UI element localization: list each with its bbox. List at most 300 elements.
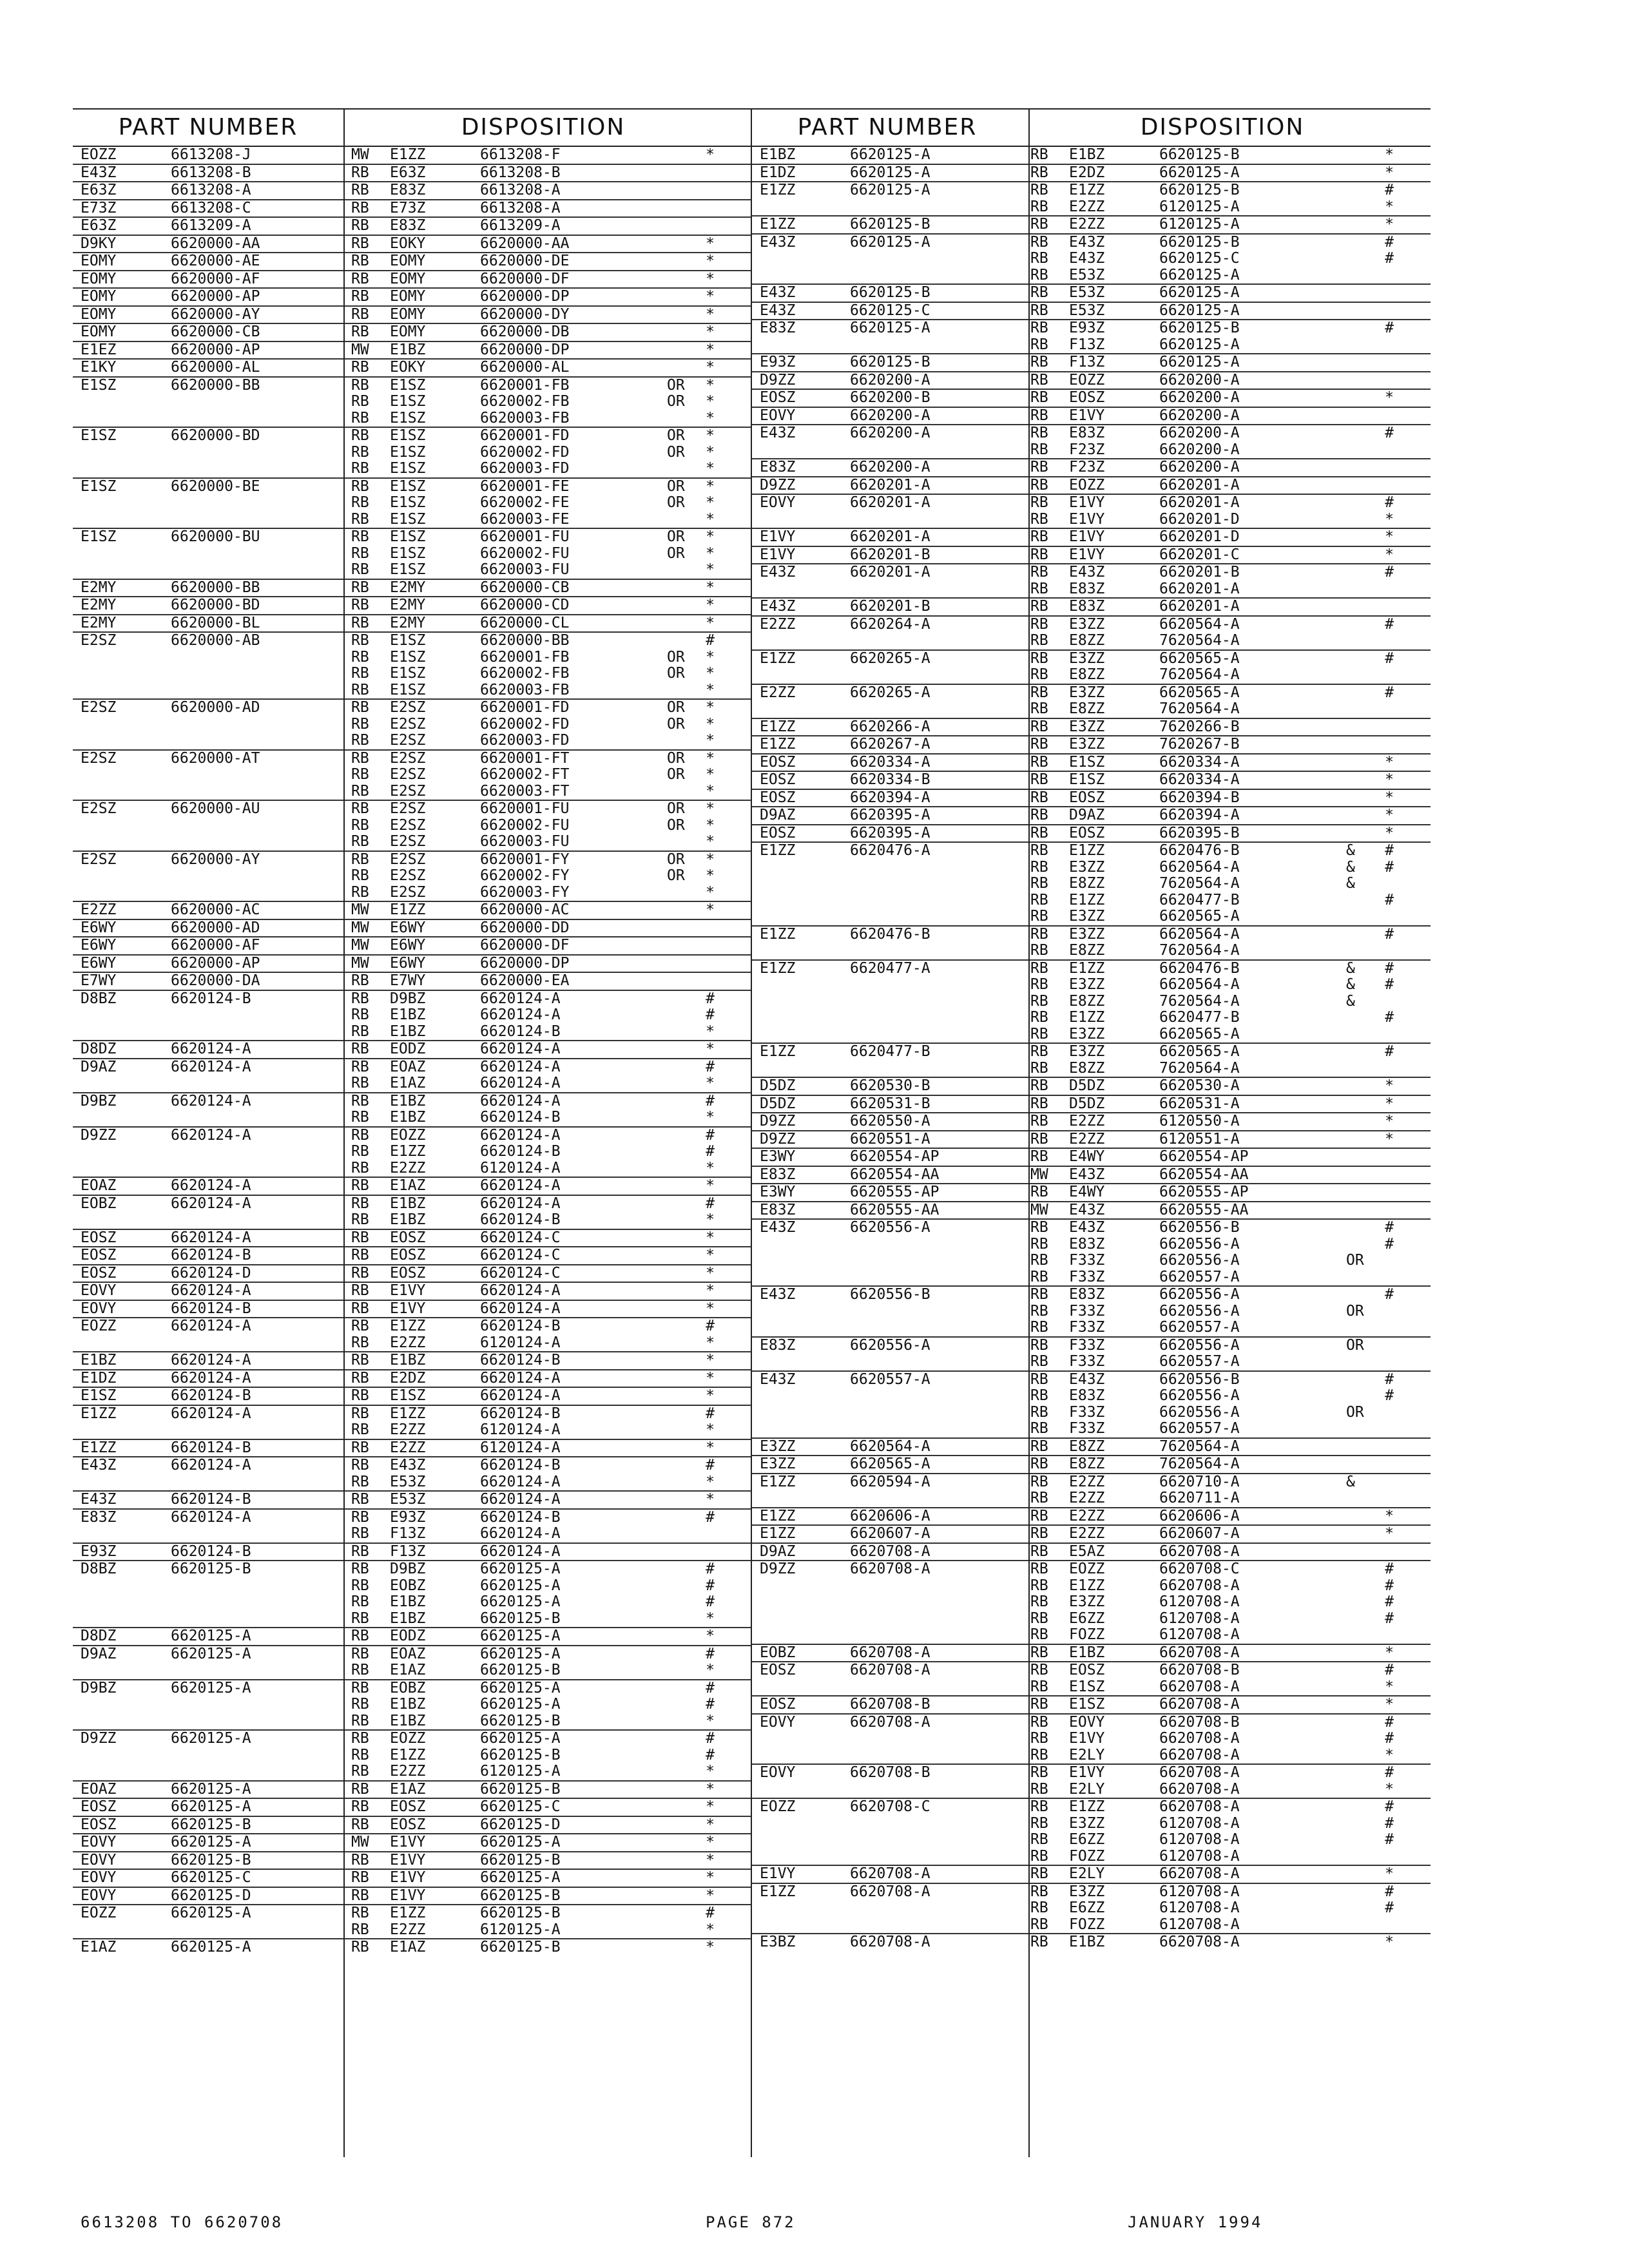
note-mark: *: [706, 478, 715, 495]
new-part-prefix: E2LY: [1069, 1747, 1105, 1763]
note-mark: *: [706, 306, 715, 323]
new-part-number: 6620003-FU: [480, 834, 570, 850]
relation-flag: OR: [667, 428, 685, 444]
table-row: [752, 267, 1431, 284]
relation-flag: [1346, 1578, 1380, 1595]
new-part-number: 6620001-FU: [480, 529, 570, 545]
note-mark: *: [706, 1422, 715, 1438]
relation-flag: [667, 236, 700, 253]
table-row: [73, 341, 752, 359]
relation-flag: [1346, 651, 1380, 668]
old-part-number: [850, 267, 1024, 284]
relation-flag: OR: [1346, 1253, 1364, 1269]
old-part-number: [850, 1679, 1024, 1696]
new-part-prefix: E1BZ: [390, 1007, 426, 1023]
new-part-prefix: E1SZ: [390, 649, 426, 666]
disposition-code: RB: [351, 868, 369, 884]
table-row: [752, 1542, 1431, 1561]
old-part-number: [171, 1144, 345, 1160]
disposition-code: RB: [351, 1905, 369, 1921]
relation-flag: [667, 1041, 700, 1058]
note-mark: #: [706, 1318, 715, 1334]
new-part-number: 6620001-FD: [480, 428, 570, 444]
old-part-number: 6620531-B: [850, 1095, 930, 1112]
note-mark: *: [706, 1662, 715, 1678]
note-mark: #: [1385, 1815, 1394, 1832]
new-part-number: 6620124-B: [480, 1352, 561, 1369]
old-part-number: 6620265-A: [850, 650, 930, 667]
relation-flag: [667, 1526, 700, 1542]
new-part-prefix: F13Z: [390, 1526, 426, 1542]
new-part-prefix: E1BZ: [390, 1212, 426, 1228]
disposition-code: RB: [351, 1229, 369, 1246]
disposition-code: MW: [351, 937, 369, 954]
new-part-number: 6620125-A: [480, 1628, 561, 1644]
table-row: [752, 1437, 1431, 1456]
relation-flag: [667, 1578, 700, 1595]
note-mark: #: [1385, 684, 1394, 701]
old-part-prefix: [752, 1490, 850, 1507]
note-mark: *: [706, 1939, 715, 1956]
old-part-number: [850, 908, 1024, 925]
note-mark: *: [1385, 198, 1394, 215]
new-part-number: 6120124-A: [480, 1160, 561, 1177]
note-mark: [1380, 581, 1399, 598]
disposition-code: RB: [351, 783, 369, 800]
new-part-number: 6120708-A: [1159, 1848, 1240, 1865]
old-part-number: [171, 1696, 345, 1713]
new-part-prefix: E1AZ: [390, 1939, 426, 1956]
new-part-prefix: E3ZZ: [1069, 1026, 1105, 1043]
table-row: [752, 1061, 1431, 1077]
new-part-number: 6620557-A: [1159, 1269, 1240, 1285]
old-part-number: 6620334-B: [850, 772, 930, 788]
relation-flag: [667, 1544, 700, 1561]
new-part-prefix: E1ZZ: [390, 147, 426, 163]
disposition-code: RB: [351, 973, 369, 989]
table-row: [73, 358, 752, 376]
old-part-number: 6620200-A: [850, 372, 930, 389]
new-part-prefix: E2SZ: [390, 783, 426, 800]
old-part-number: 6620530-B: [850, 1078, 930, 1094]
new-part-prefix: D9BZ: [390, 1561, 426, 1577]
relation-flag: [1346, 1594, 1380, 1611]
old-part-number: [171, 1526, 345, 1542]
table-row: [752, 1026, 1431, 1043]
relation-flag: OR: [667, 377, 685, 394]
old-part-prefix: [752, 1782, 850, 1798]
old-part-prefix: [752, 1679, 850, 1696]
relation-flag: [667, 1144, 700, 1160]
table-row: [73, 1594, 752, 1611]
relation-flag: [1346, 372, 1380, 389]
old-part-number: 6620124-B: [171, 1439, 251, 1456]
disposition-code: RB: [1030, 182, 1048, 198]
new-part-number: 6620003-FY: [480, 884, 570, 901]
new-part-number: 6620125-B: [480, 1713, 561, 1729]
table-row: [752, 1832, 1431, 1849]
new-part-prefix: E3ZZ: [1069, 977, 1105, 993]
relation-flag: [667, 1731, 700, 1747]
old-part-prefix: [73, 1611, 171, 1628]
old-part-prefix: EOSZ: [760, 772, 796, 788]
note-mark: *: [706, 1628, 715, 1644]
relation-flag: [1346, 1696, 1380, 1713]
old-part-prefix: D9AZ: [81, 1646, 117, 1662]
new-part-number: 6120708-A: [1159, 1883, 1240, 1900]
disposition-code: MW: [351, 1834, 369, 1850]
new-part-prefix: E4WY: [1069, 1184, 1105, 1200]
table-row: [752, 512, 1431, 528]
new-part-number: 6620556-B: [1159, 1220, 1240, 1236]
disposition-code: RB: [351, 1492, 369, 1508]
new-part-number: 6613209-A: [480, 218, 561, 234]
old-part-number: 6620395-A: [850, 825, 930, 841]
table-row: [752, 753, 1431, 771]
table-row: [73, 445, 752, 461]
new-part-number: 6620708-B: [1159, 1714, 1240, 1731]
old-part-number: 6620564-A: [850, 1438, 930, 1455]
old-part-number: [850, 1253, 1024, 1269]
new-part-number: 6620556-A: [1159, 1404, 1240, 1421]
new-part-number: 6620565-A: [1159, 650, 1240, 667]
new-part-prefix: E1VY: [1069, 495, 1105, 511]
new-part-prefix: E2SZ: [390, 716, 426, 733]
old-part-prefix: E3ZZ: [760, 1456, 796, 1472]
relation-flag: [1346, 320, 1380, 337]
new-part-number: 6620125-B: [480, 1747, 561, 1763]
relation-flag: [667, 920, 700, 937]
disposition-code: RB: [1030, 1010, 1048, 1026]
new-part-prefix: F33Z: [1069, 1354, 1105, 1370]
new-part-prefix: E1ZZ: [1069, 1577, 1105, 1594]
new-part-number: 6620124-C: [480, 1229, 561, 1246]
old-part-number: [850, 1320, 1024, 1336]
old-part-number: 6620000-AD: [171, 700, 260, 716]
note-mark: #: [706, 1747, 715, 1763]
relation-flag: [1346, 1061, 1380, 1077]
new-part-prefix: E6WY: [390, 919, 426, 936]
new-part-number: 6620125-A: [480, 1561, 561, 1577]
disposition-code: RB: [351, 1388, 369, 1404]
relation-flag: [1346, 1508, 1380, 1525]
old-part-prefix: EOZZ: [81, 147, 117, 163]
old-part-number: 6620125-A: [171, 1628, 251, 1644]
new-part-prefix: E1BZ: [1069, 1934, 1105, 1950]
relation-flag: [667, 1230, 700, 1247]
disposition-code: RB: [351, 1474, 369, 1490]
relation-flag: [667, 937, 700, 954]
disposition-code: RB: [351, 1747, 369, 1763]
relation-flag: [1346, 1320, 1380, 1336]
disposition-code: RB: [351, 235, 369, 252]
table-row: [73, 1508, 752, 1526]
note-mark: #: [706, 990, 715, 1007]
old-part-number: 6620708-A: [850, 1644, 930, 1661]
old-part-number: 6620125-A: [850, 164, 930, 181]
table-row: [73, 1662, 752, 1679]
disposition-code: RB: [1030, 1543, 1048, 1560]
disposition-code: RB: [1030, 843, 1048, 859]
new-part-number: 6620710-A: [1159, 1474, 1240, 1490]
new-part-prefix: EODZ: [390, 1628, 426, 1644]
disposition-code: RB: [1030, 302, 1048, 319]
old-part-number: [171, 649, 345, 666]
table-row: [73, 1627, 752, 1645]
relation-flag: [1346, 736, 1380, 753]
note-mark: *: [1385, 1696, 1394, 1713]
relation-flag: [667, 1247, 700, 1264]
table-row: [752, 771, 1431, 789]
old-part-number: 6620124-B: [171, 1492, 251, 1508]
old-part-prefix: E2ZZ: [81, 902, 117, 918]
relation-flag: [1346, 1388, 1380, 1405]
disposition-code: RB: [351, 1610, 369, 1627]
note-mark: #: [706, 1059, 715, 1075]
old-part-number: 6620125-A: [171, 1939, 251, 1956]
disposition-code: RB: [351, 1093, 369, 1110]
old-part-prefix: [73, 1212, 171, 1229]
relation-flag: [667, 360, 700, 376]
old-part-number: [171, 1007, 345, 1024]
table-row: [752, 1560, 1431, 1578]
old-part-prefix: [752, 994, 850, 1010]
old-part-number: 6620124-A: [171, 1127, 251, 1144]
note-mark: *: [706, 444, 715, 461]
old-part-prefix: EOSZ: [81, 1229, 117, 1246]
old-part-number: 6620201-A: [850, 477, 930, 494]
disposition-code: RB: [1030, 667, 1048, 683]
table-row: [73, 1904, 752, 1922]
old-part-number: 6613208-J: [171, 147, 251, 163]
table-row: [73, 252, 752, 270]
new-part-prefix: E1SZ: [390, 682, 426, 698]
new-part-prefix: E1SZ: [390, 511, 426, 528]
new-part-number: 6620124-A: [480, 1007, 561, 1023]
new-part-prefix: E8ZZ: [1069, 993, 1105, 1010]
disposition-code: RB: [1030, 1404, 1048, 1421]
new-part-prefix: E1SZ: [390, 633, 426, 649]
relation-flag: [1346, 1078, 1380, 1095]
new-part-prefix: EOMY: [390, 324, 426, 340]
relation-flag: [1346, 1287, 1380, 1303]
relation-flag: [667, 1905, 700, 1922]
old-part-prefix: D9ZZ: [81, 1127, 117, 1144]
disposition-code: RB: [351, 1781, 369, 1798]
table-row: [73, 546, 752, 562]
new-part-prefix: E1BZ: [390, 1093, 426, 1110]
disposition-code: RB: [1030, 1060, 1048, 1077]
table-row: [73, 1300, 752, 1318]
new-part-prefix: E1SZ: [390, 529, 426, 545]
disposition-code: RB: [1030, 825, 1048, 841]
new-part-number: 6620565-A: [1159, 684, 1240, 701]
table-row: [73, 1611, 752, 1628]
table-row: [752, 302, 1431, 320]
new-part-prefix: E3ZZ: [1069, 650, 1105, 667]
new-part-number: 6620002-FD: [480, 444, 570, 461]
table-row: [73, 1456, 752, 1474]
new-part-prefix: F23Z: [1069, 441, 1105, 458]
disposition-code: RB: [351, 511, 369, 528]
old-part-number: 6620125-A: [850, 234, 930, 251]
new-part-number: 6620606-A: [1159, 1508, 1240, 1524]
old-part-prefix: E43Z: [81, 1457, 117, 1474]
old-part-prefix: E2SZ: [81, 801, 117, 817]
old-part-prefix: E2MY: [81, 597, 117, 613]
note-mark: [1380, 285, 1399, 302]
note-mark: #: [706, 1405, 715, 1422]
old-part-number: [171, 495, 345, 512]
old-part-prefix: E1ZZ: [760, 1508, 796, 1524]
note-mark: [1380, 1338, 1399, 1354]
old-part-number: 6620124-A: [171, 1352, 251, 1369]
table-row: [73, 410, 752, 427]
old-part-prefix: E6WY: [81, 919, 117, 936]
old-part-number: [850, 1849, 1024, 1865]
new-part-number: 6620124-A: [480, 1370, 561, 1387]
new-part-number: 6620000-BB: [480, 633, 570, 649]
relation-flag: [667, 1628, 700, 1645]
table-row: [73, 1747, 752, 1764]
old-part-number: [850, 1594, 1024, 1611]
old-part-prefix: E63Z: [81, 218, 117, 234]
table-row: [73, 919, 752, 937]
relation-flag: [667, 1196, 700, 1213]
disposition-code: RB: [351, 200, 369, 216]
old-part-number: 6620125-D: [171, 1887, 251, 1904]
new-part-number: 6620708-A: [1159, 1747, 1240, 1763]
part-number-heading: PART NUMBER: [797, 114, 978, 140]
disposition-code: RB: [351, 1731, 369, 1747]
new-part-prefix: E1SZ: [390, 428, 426, 444]
table-row: [73, 649, 752, 666]
new-part-number: 6620000-DY: [480, 306, 570, 323]
table-row: [752, 546, 1431, 564]
relation-flag: [667, 1335, 700, 1352]
old-part-number: 6620708-A: [850, 1934, 930, 1950]
old-part-number: [850, 1388, 1024, 1405]
new-part-prefix: E53Z: [390, 1492, 426, 1508]
old-part-number: [850, 1303, 1024, 1320]
new-part-prefix: E2MY: [390, 615, 426, 631]
disposition-code: RB: [351, 1370, 369, 1387]
note-mark: #: [706, 1007, 715, 1023]
new-part-prefix: E43Z: [1069, 1220, 1105, 1236]
old-part-prefix: E1BZ: [81, 1352, 117, 1369]
new-part-number: 6620556-A: [1159, 1303, 1240, 1320]
note-mark: *: [706, 324, 715, 340]
table-row: [752, 476, 1431, 494]
new-part-prefix: E8ZZ: [1069, 1060, 1105, 1077]
note-mark: *: [706, 1300, 715, 1317]
old-part-prefix: [752, 943, 850, 959]
note-mark: #: [706, 1731, 715, 1747]
new-part-number: 6620394-B: [1159, 789, 1240, 806]
old-part-prefix: E2ZZ: [760, 616, 796, 633]
relation-flag: [1346, 337, 1380, 354]
relation-flag: OR: [667, 801, 685, 817]
old-part-number: 6620201-A: [850, 564, 930, 581]
old-part-prefix: [73, 818, 171, 834]
relation-flag: [1346, 1884, 1380, 1901]
new-part-number: 6620708-A: [1159, 1731, 1240, 1747]
new-part-number: 6620201-D: [1159, 511, 1240, 528]
disposition-heading: DISPOSITION: [1140, 114, 1305, 140]
note-mark: [1380, 1202, 1399, 1219]
new-part-number: 6620395-B: [1159, 825, 1240, 841]
new-part-number: 6620708-A: [1159, 1765, 1240, 1781]
table-row: [752, 1933, 1431, 1951]
relation-flag: [667, 991, 700, 1008]
old-part-prefix: [73, 767, 171, 783]
old-part-prefix: E1ZZ: [760, 182, 796, 198]
new-part-number: 7620564-A: [1159, 633, 1240, 649]
table-row: [73, 1798, 752, 1816]
old-part-number: 6620000-BD: [171, 597, 260, 613]
disposition-code: RB: [351, 1300, 369, 1317]
old-part-prefix: D9ZZ: [760, 1561, 796, 1577]
table-row: [73, 1369, 752, 1387]
disposition-code: RB: [1030, 1269, 1048, 1285]
new-part-prefix: E2SZ: [390, 834, 426, 850]
new-part-prefix: E8ZZ: [1069, 667, 1105, 683]
note-mark: *: [1385, 1747, 1394, 1763]
old-part-number: [171, 1474, 345, 1491]
disposition-code: RB: [351, 716, 369, 733]
new-part-prefix: E3ZZ: [1069, 1883, 1105, 1900]
old-part-number: 6620551-A: [850, 1131, 930, 1148]
note-mark: #: [706, 1561, 715, 1577]
old-part-prefix: [73, 1526, 171, 1542]
new-part-number: 6620125-A: [480, 1594, 561, 1610]
note-mark: *: [706, 767, 715, 783]
note-mark: #: [706, 1127, 715, 1144]
new-part-number: 6120708-A: [1159, 1610, 1240, 1627]
note-mark: *: [1385, 807, 1394, 823]
note-mark: [1380, 633, 1399, 649]
note-mark: *: [706, 1474, 715, 1490]
relation-flag: [1346, 1917, 1380, 1934]
table-row: [73, 596, 752, 614]
relation-flag: OR: [667, 716, 685, 733]
new-part-prefix: E2DZ: [1069, 164, 1105, 181]
new-part-prefix: E1BZ: [390, 1696, 426, 1713]
note-mark: #: [1385, 616, 1394, 633]
note-mark: *: [706, 1781, 715, 1798]
old-part-number: 6620125-A: [171, 1834, 251, 1850]
new-part-prefix: E1BZ: [1069, 147, 1105, 163]
old-part-number: [850, 1236, 1024, 1253]
new-part-number: 6620201-A: [1159, 581, 1240, 597]
new-part-prefix: E1ZZ: [390, 902, 426, 918]
new-part-number: 6620556-A: [1159, 1253, 1240, 1269]
disposition-code: RB: [351, 428, 369, 444]
table-row: [752, 1253, 1431, 1269]
new-part-prefix: E1SZ: [390, 562, 426, 578]
note-mark: *: [706, 733, 715, 749]
relation-flag: [1346, 477, 1380, 494]
old-part-number: 6620000-BD: [171, 428, 260, 444]
disposition-code: RB: [1030, 1815, 1048, 1832]
new-part-prefix: E1AZ: [390, 1781, 426, 1798]
note-mark: [1380, 267, 1399, 284]
new-part-number: 6620565-A: [1159, 1026, 1240, 1043]
table-row: [752, 1849, 1431, 1865]
table-row: [752, 977, 1431, 994]
table-row: [752, 994, 1431, 1010]
old-part-prefix: D9ZZ: [760, 1131, 796, 1148]
